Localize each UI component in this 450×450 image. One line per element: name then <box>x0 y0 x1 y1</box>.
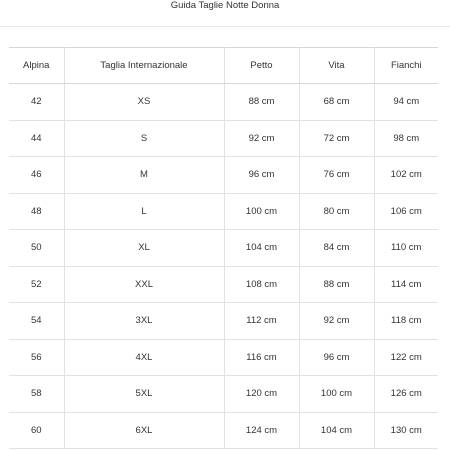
cell-taglia-internazionale: 6XL <box>64 412 224 449</box>
cell-vita: 92 cm <box>299 303 374 340</box>
cell-alpina: 42 <box>9 84 64 121</box>
table-body <box>9 84 438 449</box>
cell-vita: 76 cm <box>299 157 374 194</box>
size-guide-table <box>9 47 438 449</box>
cell-taglia-internazionale: XXL <box>64 266 224 303</box>
cell-vita: 84 cm <box>299 230 374 267</box>
cell-alpina: 50 <box>9 230 64 267</box>
cell-fianchi: 114 cm <box>374 266 438 303</box>
cell-vita: 100 cm <box>299 376 374 413</box>
cell-fianchi: 126 cm <box>374 376 438 413</box>
header-fianchi: Fianchi <box>374 48 438 84</box>
cell-petto: 108 cm <box>224 266 299 303</box>
cell-vita: 68 cm <box>299 84 374 121</box>
cell-taglia-internazionale: XS <box>64 84 224 121</box>
cell-taglia-internazionale: M <box>64 157 224 194</box>
cell-alpina: 60 <box>9 412 64 449</box>
cell-alpina: 52 <box>9 266 64 303</box>
cell-fianchi: 130 cm <box>374 412 438 449</box>
cell-fianchi: 94 cm <box>374 84 438 121</box>
cell-petto: 112 cm <box>224 303 299 340</box>
cell-alpina: 48 <box>9 193 64 230</box>
cell-fianchi: 102 cm <box>374 157 438 194</box>
cell-taglia-internazionale: XL <box>64 230 224 267</box>
cell-taglia-internazionale: 3XL <box>64 303 224 340</box>
header-taglia-internazionale: Taglia Internazionale <box>64 48 224 84</box>
cell-alpina: 58 <box>9 376 64 413</box>
table-row <box>9 412 438 449</box>
cell-vita: 96 cm <box>299 339 374 376</box>
cell-petto: 88 cm <box>224 84 299 121</box>
cell-vita: 72 cm <box>299 120 374 157</box>
table-row <box>9 339 438 376</box>
cell-petto: 124 cm <box>224 412 299 449</box>
table-row <box>9 376 438 413</box>
cell-alpina: 56 <box>9 339 64 376</box>
cell-fianchi: 122 cm <box>374 339 438 376</box>
page-title: Guida Taglie Notte Donna <box>170 0 280 11</box>
cell-alpina: 44 <box>9 120 64 157</box>
cell-fianchi: 118 cm <box>374 303 438 340</box>
cell-fianchi: 106 cm <box>374 193 438 230</box>
cell-petto: 120 cm <box>224 376 299 413</box>
cell-vita: 88 cm <box>299 266 374 303</box>
cell-petto: 96 cm <box>224 157 299 194</box>
header-alpina: Alpina <box>9 48 64 84</box>
table-row <box>9 120 438 157</box>
cell-vita: 80 cm <box>299 193 374 230</box>
table-header-row <box>9 48 438 84</box>
cell-petto: 100 cm <box>224 193 299 230</box>
header-petto: Petto <box>224 48 299 84</box>
cell-vita: 104 cm <box>299 412 374 449</box>
cell-alpina: 54 <box>9 303 64 340</box>
cell-alpina: 46 <box>9 157 64 194</box>
cell-petto: 92 cm <box>224 120 299 157</box>
cell-petto: 104 cm <box>224 230 299 267</box>
table-row <box>9 230 438 267</box>
header-vita: Vita <box>299 48 374 84</box>
cell-petto: 116 cm <box>224 339 299 376</box>
cell-fianchi: 110 cm <box>374 230 438 267</box>
cell-taglia-internazionale: L <box>64 193 224 230</box>
cell-fianchi: 98 cm <box>374 120 438 157</box>
table-row <box>9 84 438 121</box>
cell-taglia-internazionale: S <box>64 120 224 157</box>
table-row <box>9 193 438 230</box>
table-row <box>9 266 438 303</box>
table-row <box>9 157 438 194</box>
cell-taglia-internazionale: 5XL <box>64 376 224 413</box>
cell-taglia-internazionale: 4XL <box>64 339 224 376</box>
table-row <box>9 303 438 340</box>
title-divider <box>0 26 450 27</box>
